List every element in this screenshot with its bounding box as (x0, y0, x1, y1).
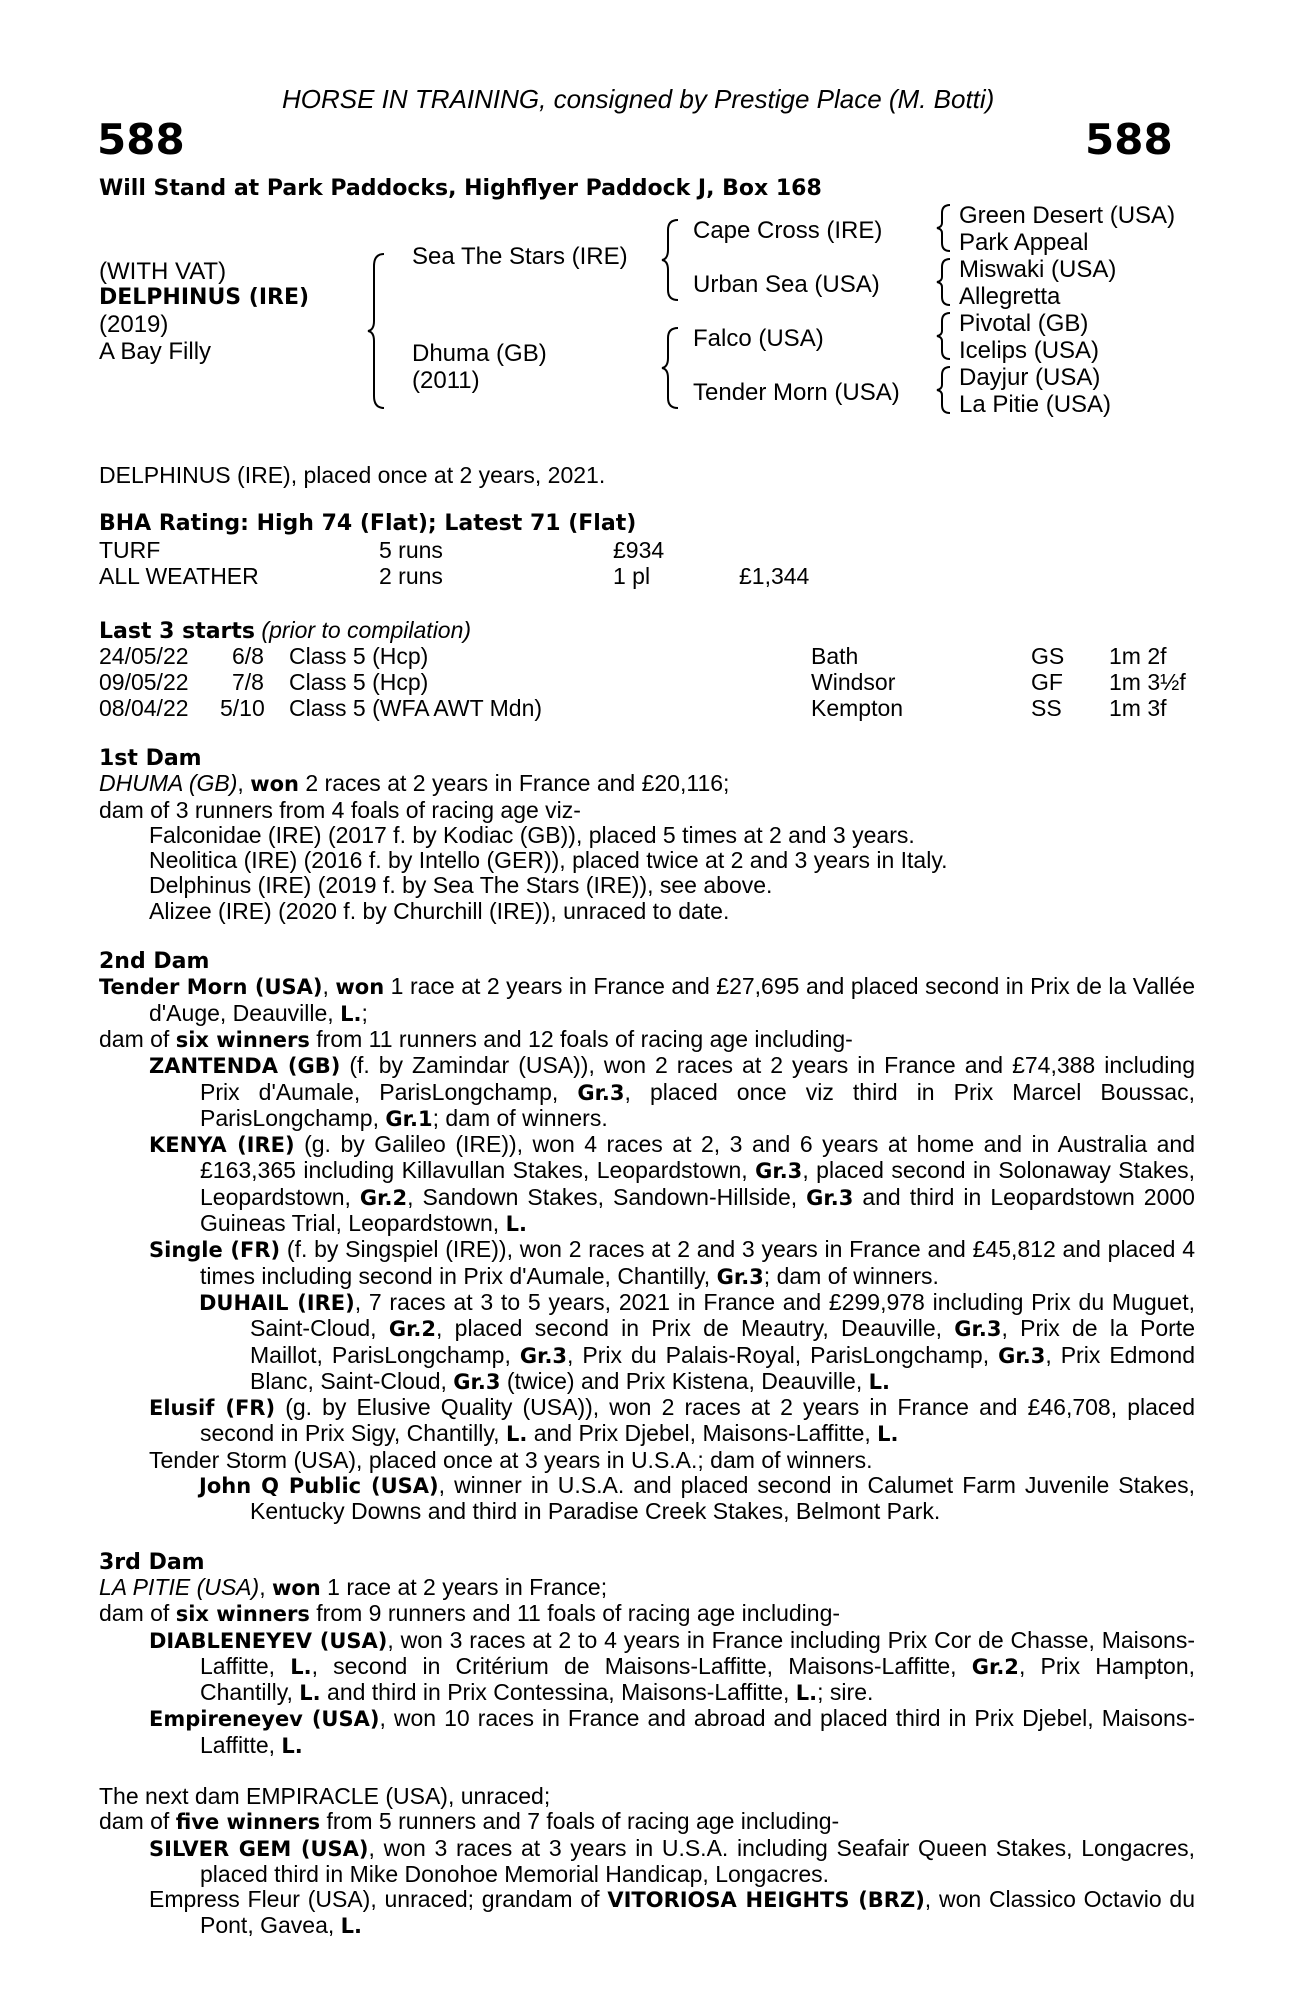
dam3-produce-intro: dam of six winners from 9 runners and 11 foals of racing age including- (99, 1600, 841, 1627)
start-going: GS (1031, 643, 1065, 669)
dam3-record: LA PITIE (USA), won 1 race at 2 years in France; (99, 1573, 608, 1600)
start-distance: 1m 2f (1109, 643, 1167, 669)
consignment-header: HORSE IN TRAINING, consigned by Prestige Place (M. Botti) (282, 84, 995, 114)
sire-dam: Urban Sea (USA) (693, 271, 880, 298)
produce-diableneyev: DIABLENEYEV (USA), won 3 races at 2 to 4 years in France including Prix Cor de Chasse, Maisons-Laffitte, L., second in Critérium de Maisons-Laffitte, Maisons-Laffitte, Gr.2, Prix Hampton, Chantilly, L. and third in Prix Contessina, Maisons-Laffitte, L.; sire. (149, 1626, 1196, 1706)
bha-rating-title: BHA Rating: High 74 (Flat); Latest 71 (Flat) (99, 511, 637, 536)
ped-ddd: La Pitie (USA) (959, 391, 1112, 418)
start-going: GF (1031, 669, 1063, 695)
rating-row (99, 563, 1209, 589)
ped-dss: Pivotal (GB) (959, 310, 1089, 337)
pedigree-brace-2 (935, 257, 953, 307)
produce-silver-gem: SILVER GEM (USA), won 3 races at 3 years in U.S.A. including Seafair Queen Stakes, Longacres, placed third in Mike Donohoe Memorial Handicap, Longacres. (149, 1834, 1196, 1887)
dam1-won: won (250, 772, 299, 797)
produce-item: Alizee (IRE) (2020 f. by Churchill (IRE)), unraced to date. (149, 897, 730, 924)
next-dam-intro: The next dam EMPIRACLE (USA), unraced; (99, 1782, 551, 1809)
start-race: Class 5 (WFA AWT Mdn) (289, 695, 543, 721)
dam-sire: Falco (USA) (693, 325, 824, 352)
start-course: Bath (811, 643, 859, 669)
dam3-name: LA PITIE (USA) (99, 1573, 260, 1600)
produce-item: Neolitica (IRE) (2016 f. by Intello (GER)), placed twice at 2 and 3 years in Italy. (149, 847, 948, 874)
sire-sire: Cape Cross (IRE) (693, 217, 883, 244)
dam1-record-text: 2 races at 2 years in France and £20,116; (298, 770, 730, 797)
dam2-title: 2nd Dam (99, 949, 210, 975)
produce-duhail: DUHAIL (IRE), 7 races at 3 to 5 years, 2021 in France and £299,978 including Prix du Muguet, Saint-Cloud, Gr.2, placed second in Prix de Meautry, Deauville, Gr.3, Prix de la Porte Maillot, ParisLongchamp, Gr.3, Prix du Palais-Royal, ParisLongchamp, Gr.3, Prix Edmond Blanc, Saint-Cloud, Gr.3 (twice) and Prix Kistena, Deauville, L. (199, 1288, 1195, 1394)
start-distance: 1m 3f (1109, 695, 1167, 721)
rating-row (99, 537, 1209, 563)
rating-surface: TURF (99, 537, 161, 563)
dam3-title: 3rd Dam (99, 1549, 205, 1575)
rating-placed: 1 pl (613, 563, 651, 589)
start-row (99, 669, 1209, 695)
start-course: Windsor (811, 669, 896, 695)
last-starts-note: (prior to compilation) (261, 617, 472, 643)
start-position: 5/10 (220, 695, 265, 721)
dam1-name: DHUMA (GB) (99, 770, 238, 797)
rating-runs: 5 runs (379, 537, 443, 563)
start-row (99, 695, 1209, 721)
horse-description: A Bay Filly (99, 338, 212, 365)
start-race: Class 5 (Hcp) (289, 643, 429, 669)
start-going: SS (1031, 695, 1062, 721)
produce-single: Single (FR) (f. by Singspiel (IRE)), won 2 races at 2 and 3 years in France and £45,812 and placed 4 times including second in Prix d'Aumale, Chantilly, Gr.3; dam of winners. (149, 1236, 1195, 1289)
ped-sdd: Allegretta (959, 283, 1061, 310)
ped-sss: Green Desert (USA) (959, 202, 1176, 229)
pedigree-brace-4 (935, 365, 953, 415)
dam1-record: DHUMA (GB), won 2 races at 2 years in France and £20,116; (99, 770, 730, 797)
pedigree-brace-sire (660, 218, 682, 302)
start-race: Class 5 (Hcp) (289, 669, 429, 695)
start-date: 09/05/22 (99, 669, 189, 695)
lot-number-right: 588 (1085, 115, 1173, 164)
dam2-record: Tender Morn (USA), won 1 race at 2 years in France and £27,695 and placed second in Prix de la Vallée d'Auge, Deauville, L.; (99, 973, 1196, 1026)
ped-dds: Dayjur (USA) (959, 364, 1101, 391)
horse-year: (2019) (99, 311, 169, 338)
produce-item: Falconidae (IRE) (2017 f. by Kodiac (GB)), placed 5 times at 2 and 3 years. (149, 821, 915, 848)
ped-sds: Miswaki (USA) (959, 256, 1117, 283)
vat-note: (WITH VAT) (99, 258, 227, 285)
start-position: 6/8 (232, 643, 264, 669)
rating-earnings: £934 (613, 537, 665, 563)
dam2-name: Tender Morn (USA) (99, 975, 323, 1000)
produce-zantenda: ZANTENDA (GB) (f. by Zamindar (USA)), won 2 races at 2 years in France and £74,388 including Prix d'Aumale, ParisLongchamp, Gr.3, placed once viz third in Prix Marcel Boussac, ParisLongchamp, Gr.1; dam of winners. (149, 1052, 1195, 1131)
dam2-produce-intro: dam of six winners from 11 runners and 12 foals of racing age including- (99, 1025, 853, 1052)
start-date: 24/05/22 (99, 643, 189, 669)
race-summary: DELPHINUS (IRE), placed once at 2 years, 2021. (99, 462, 606, 488)
pedigree-brace-3 (935, 311, 953, 361)
ped-ssd: Park Appeal (959, 229, 1089, 256)
rating-earnings: £1,344 (739, 563, 810, 589)
rating-runs: 2 runs (379, 563, 443, 589)
pedigree-brace-main (366, 252, 388, 410)
produce-kenya: KENYA (IRE) (g. by Galileo (IRE)), won 4 races at 2, 3 and 6 years at home and in Australia and £163,365 including Killavullan Stakes, Leopardstown, Gr.3, placed second in Solonaway Stakes, Leopardstown, Gr.2, Sandown Stakes, Sandown-Hillside, Gr.3 and third in Leopardstown 2000 Guineas Trial, Leopardstown, L. (149, 1131, 1196, 1237)
start-position: 7/8 (232, 669, 264, 695)
last-starts-title: Last 3 starts (99, 619, 256, 644)
dam1-title: 1st Dam (99, 746, 202, 771)
lot-number-left: 588 (97, 115, 185, 164)
stand-location: Will Stand at Park Paddocks, Highflyer Paddock J, Box 168 (99, 176, 822, 201)
sire-name: Sea The Stars (IRE) (412, 243, 628, 270)
next-dam-produce-intro: dam of five winners from 5 runners and 7 foals of racing age including- (99, 1808, 840, 1835)
produce-tender-storm: Tender Storm (USA), placed once at 3 years in U.S.A.; dam of winners. (149, 1446, 873, 1473)
last-starts-heading (99, 617, 471, 645)
produce-john-q-public: John Q Public (USA), winner in U.S.A. and placed second in Calumet Farm Juvenile Stakes, Kentucky Downs and third in Paradise Creek Stakes, Belmont Park. (199, 1472, 1195, 1525)
start-date: 08/04/22 (99, 695, 189, 721)
dam-name: Dhuma (GB) (412, 340, 547, 367)
dam-dam: Tender Morn (USA) (693, 379, 900, 406)
dam1-produce-intro: dam of 3 runners from 4 foals of racing age viz- (99, 796, 581, 823)
dam2-won: won (335, 975, 385, 1000)
produce-item: Delphinus (IRE) (2019 f. by Sea The Stars (IRE)), see above. (149, 872, 773, 899)
pedigree-brace-1 (935, 203, 953, 253)
pedigree-brace-dam (660, 326, 682, 410)
produce-empireneyev: Empireneyev (USA), won 10 races in France and abroad and placed third in Prix Djebel, Maisons-Laffitte, L. (149, 1705, 1195, 1758)
horse-name: DELPHINUS (IRE) (99, 285, 310, 310)
produce-elusif: Elusif (FR) (g. by Elusive Quality (USA)), won 2 races at 2 years in France and £46,708, placed second in Prix Sigy, Chantilly, L. and Prix Djebel, Maisons-Laffitte, L. (149, 1394, 1195, 1447)
ped-dsd: Icelips (USA) (959, 337, 1100, 364)
start-course: Kempton (811, 695, 904, 721)
start-distance: 1m 3½f (1109, 669, 1186, 695)
start-row (99, 643, 1209, 669)
rating-surface: ALL WEATHER (99, 563, 259, 589)
produce-empress-fleur: Empress Fleur (USA), unraced; grandam of VITORIOSA HEIGHTS (BRZ), won Classico Octavio du Pont, Gavea, L. (149, 1886, 1195, 1939)
family-notes (99, 746, 1195, 1940)
dam-year: (2011) (412, 367, 480, 394)
